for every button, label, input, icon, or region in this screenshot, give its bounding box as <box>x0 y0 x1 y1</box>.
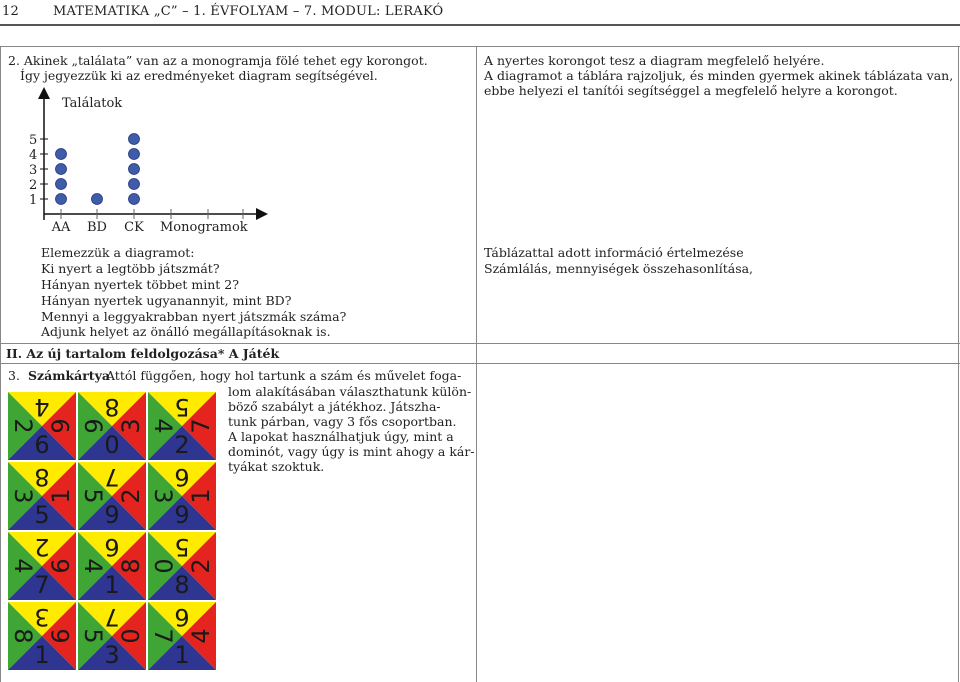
game-text-7: tyákat szoktuk. <box>228 459 325 474</box>
question-2: Hányan nyertek többet mint 2? <box>41 277 239 292</box>
card-number-left: 6 <box>79 418 107 434</box>
table-top-border <box>0 46 960 47</box>
number-card <box>78 602 146 674</box>
card-number-right: 2 <box>117 488 145 504</box>
y-tick-label: 4 <box>29 148 38 163</box>
number-card <box>8 392 76 464</box>
card-number-bottom: 3 <box>104 641 120 669</box>
question-3: Hányan nyertek ugyanannyit, mint BD? <box>41 293 292 308</box>
card-number-bottom: 1 <box>174 641 190 669</box>
game-text-3: böző szabályt a játékhoz. Játszha- <box>228 399 441 414</box>
game-text-5: A lapokat használhatjuk úgy, mint a <box>228 429 454 444</box>
card-number-left: 0 <box>149 558 177 574</box>
number-card <box>148 532 216 604</box>
card-number-top: 4 <box>34 393 50 421</box>
card-number-top: 6 <box>174 603 190 631</box>
card-number-right: 9 <box>47 418 75 434</box>
card-number-bottom: 2 <box>174 431 190 459</box>
section-rule-top <box>0 343 960 344</box>
x-tick-label: CK <box>124 220 144 235</box>
card-number-left: 4 <box>149 418 177 434</box>
card-number-right: 6 <box>47 628 75 644</box>
disc-aa <box>56 149 67 160</box>
task-line-1: 2. Akinek „találata” van az a monogramja fölé tehet egy korongot. <box>8 53 428 68</box>
disc-ck <box>129 164 140 175</box>
question-1: Ki nyert a legtöbb játszmát? <box>41 261 220 276</box>
x-tick-label: BD <box>87 220 107 235</box>
disc-aa <box>56 194 67 205</box>
number-card <box>78 462 146 534</box>
right-note-1: A nyertes korongot tesz a diagram megfelelő helyére. <box>484 53 825 68</box>
disc-ck <box>129 149 140 160</box>
disc-ck <box>129 194 140 205</box>
skill-2: Számlálás, mennyiségek összehasonlítása, <box>484 261 754 276</box>
card-number-top: 6 <box>174 463 190 491</box>
section-title: II. Az új tartalom feldolgozása* A Játék <box>6 346 280 361</box>
disc-aa <box>56 164 67 175</box>
y-tick-label: 3 <box>29 163 38 178</box>
right-note-2: A diagramot a táblára rajzoljuk, és minden gyermek akinek táblázata van, <box>484 68 954 83</box>
number-card <box>148 602 216 674</box>
card-number-left: 3 <box>9 488 37 504</box>
card-number-top: 2 <box>34 533 50 561</box>
card-number-left: 7 <box>149 628 177 644</box>
card-number-bottom: 5 <box>34 501 50 529</box>
game-text-6: dominót, vagy úgy is mint ahogy a kár- <box>228 444 475 459</box>
page-title: MATEMATIKA „C” – 1. ÉVFOLYAM – 7. MODUL: LERAKÓ <box>53 4 444 19</box>
card-number-top: 6 <box>104 533 120 561</box>
card-number-left: 5 <box>79 488 107 504</box>
disc-aa <box>56 179 67 190</box>
card-number-bottom: 9 <box>174 501 190 529</box>
card-number-top: 7 <box>104 463 120 491</box>
table-right-border <box>958 46 959 682</box>
card-number-left: 4 <box>9 558 37 574</box>
results-chart <box>0 85 300 240</box>
card-number-top: 5 <box>174 393 190 421</box>
number-cards <box>8 392 218 672</box>
x-tick-label: AA <box>51 220 71 235</box>
card-number-left: 5 <box>79 628 107 644</box>
game-text-4: tunk párban, vagy 3 fős csoportban. <box>228 414 457 429</box>
right-note-3: ebbe helyezi el tanítói segítséggel a megfelelő helyre a korongot. <box>484 83 898 98</box>
table-column-divider <box>476 46 477 682</box>
card-number-bottom: 1 <box>104 571 120 599</box>
number-card <box>148 392 216 464</box>
header-rule <box>0 24 960 26</box>
y-tick-label: 1 <box>29 193 38 208</box>
question-4: Mennyi a leggyakrabban nyert játszmák száma? <box>41 309 347 324</box>
section-rule-bottom <box>0 363 960 364</box>
skill-1: Táblázattal adott információ értelmezése <box>484 245 744 260</box>
card-number-right: 7 <box>187 418 215 434</box>
game-text-1: Attól függően, hogy hol tartunk a szám és művelet foga- <box>106 368 462 383</box>
x-axis-label: Monogramok <box>160 220 248 235</box>
card-number-right: 1 <box>187 488 215 504</box>
card-number-right: 2 <box>187 558 215 574</box>
question-intro: Elemezzük a diagramot: <box>41 245 195 260</box>
disc-ck <box>129 179 140 190</box>
number-card <box>78 392 146 464</box>
card-number-bottom: 0 <box>104 431 120 459</box>
card-number-bottom: 1 <box>34 641 50 669</box>
card-number-right: 4 <box>187 628 215 644</box>
card-number-top: 7 <box>104 603 120 631</box>
card-number-bottom: 8 <box>174 571 190 599</box>
card-number-left: 4 <box>79 558 107 574</box>
card-number-bottom: 9 <box>104 501 120 529</box>
disc-bd <box>92 194 103 205</box>
card-number-right: 6 <box>47 558 75 574</box>
card-number-top: 8 <box>34 463 50 491</box>
y-tick-label: 5 <box>29 133 38 148</box>
game-title: Számkártya <box>28 368 110 383</box>
card-number-bottom: 6 <box>34 431 50 459</box>
card-number-bottom: 7 <box>34 571 50 599</box>
game-text-2: lom alakításában választhatunk külön- <box>228 384 472 399</box>
number-card <box>78 532 146 604</box>
question-5: Adjunk helyet az önálló megállapításoknak is. <box>41 324 331 339</box>
card-number-left: 2 <box>9 418 37 434</box>
number-card <box>8 532 76 604</box>
card-number-right: 0 <box>117 628 145 644</box>
game-number: 3. <box>8 368 20 383</box>
card-number-top: 8 <box>104 393 120 421</box>
card-number-right: 8 <box>117 558 145 574</box>
page-number: 12 <box>2 4 19 19</box>
card-number-right: 1 <box>47 488 75 504</box>
number-card <box>8 462 76 534</box>
disc-ck <box>129 134 140 145</box>
card-number-top: 3 <box>34 603 50 631</box>
card-number-top: 5 <box>174 533 190 561</box>
y-axis-label: Találatok <box>62 96 123 111</box>
card-number-left: 8 <box>9 628 37 644</box>
number-card <box>148 462 216 534</box>
y-tick-label: 2 <box>29 178 38 193</box>
card-number-left: 3 <box>149 488 177 504</box>
number-card <box>8 602 76 674</box>
task-line-2: Így jegyezzük ki az eredményeket diagram segítségével. <box>20 68 378 83</box>
card-number-right: 3 <box>117 418 145 434</box>
